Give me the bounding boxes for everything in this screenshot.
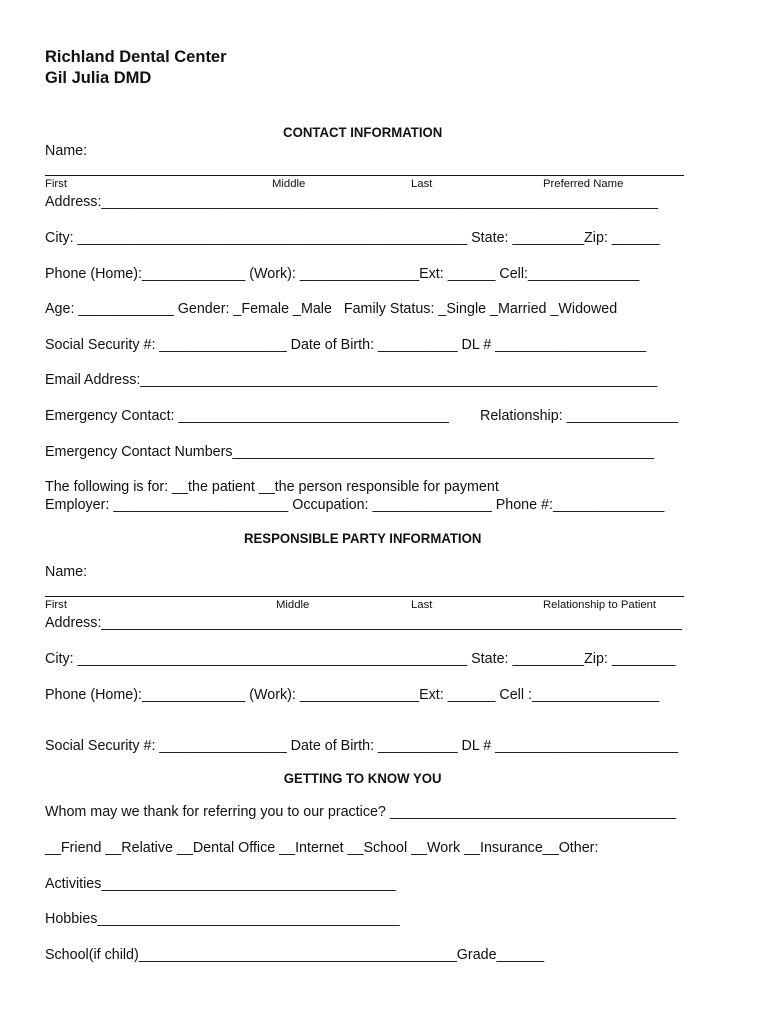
contact-emergency-field[interactable]: Emergency Contact: __________________________________ [45,408,449,424]
contact-name-middle-label: Middle [272,178,306,190]
referral-field[interactable]: Whom may we thank for referring you to our practice? ____________________________________ [45,804,677,820]
contact-emergency-numbers-field[interactable]: Emergency Contact Numbers_____________________________________________________ [45,444,654,460]
contact-section-title: CONTACT INFORMATION [283,124,443,140]
contact-city-state-zip-field[interactable]: City: _________________________________________________ State: _________Zip: ______ [45,230,660,246]
referral-options[interactable]: __Friend __Relative __Dental Office __Internet __School __Work __Insurance__Other: [45,840,599,856]
responsible-phone-field[interactable]: Phone (Home):_____________ (Work): _______________Ext: ______ Cell :________________ [45,687,660,703]
contact-name-last-label: Last [411,178,433,190]
contact-employer-field[interactable]: Employer: ______________________ Occupation: _______________ Phone #:______________ [45,497,665,513]
contact-name-preferred-label: Preferred Name [543,178,624,190]
contact-name-field[interactable] [45,175,684,176]
contact-address-field[interactable]: Address:______________________________________________________________________ [45,194,659,210]
responsible-address-field[interactable]: Address:_________________________________________________________________________ [45,615,682,631]
responsible-ssn-dob-dl-field[interactable]: Social Security #: ________________ Date of Birth: __________ DL # _______________________ [45,738,679,754]
doctor-name: Gil Julia DMD [45,69,152,87]
contact-ssn-dob-dl-field[interactable]: Social Security #: ________________ Date of Birth: __________ DL # ___________________ [45,337,647,353]
contact-age-gender-status-field[interactable]: Age: ____________ Gender: _Female _Male Family Status: _Single _Married _Widowed [45,301,618,317]
contact-following-is-for-field[interactable]: The following is for: __the patient __the person responsible for payment [45,479,499,495]
contact-name-first-label: First [45,178,67,190]
responsible-name-field[interactable] [45,596,684,597]
responsible-name-last-label: Last [411,599,433,611]
hobbies-field[interactable]: Hobbies______________________________________ [45,911,400,927]
responsible-name-middle-label: Middle [276,599,310,611]
contact-name-label: Name: [45,143,88,159]
responsible-name-label: Name: [45,564,88,580]
contact-email-field[interactable]: Email Address:_________________________________________________________________ [45,372,658,388]
responsible-name-first-label: First [45,599,67,611]
responsible-city-state-zip-field[interactable]: City: _________________________________________________ State: _________Zip: ________ [45,651,676,667]
responsible-section-title: RESPONSIBLE PARTY INFORMATION [243,530,482,546]
responsible-name-relationship-label: Relationship to Patient [543,599,657,611]
activities-field[interactable]: Activities_____________________________________ [45,876,396,892]
contact-phone-field[interactable]: Phone (Home):_____________ (Work): _______________Ext: ______ Cell:______________ [45,266,640,282]
contact-relationship-field[interactable]: Relationship: ______________ [480,408,678,424]
getting-to-know-section-title: GETTING TO KNOW YOU [283,770,442,786]
clinic-name: Richland Dental Center [45,48,227,66]
school-grade-field[interactable]: School(if child)________________________________________Grade______ [45,947,545,963]
